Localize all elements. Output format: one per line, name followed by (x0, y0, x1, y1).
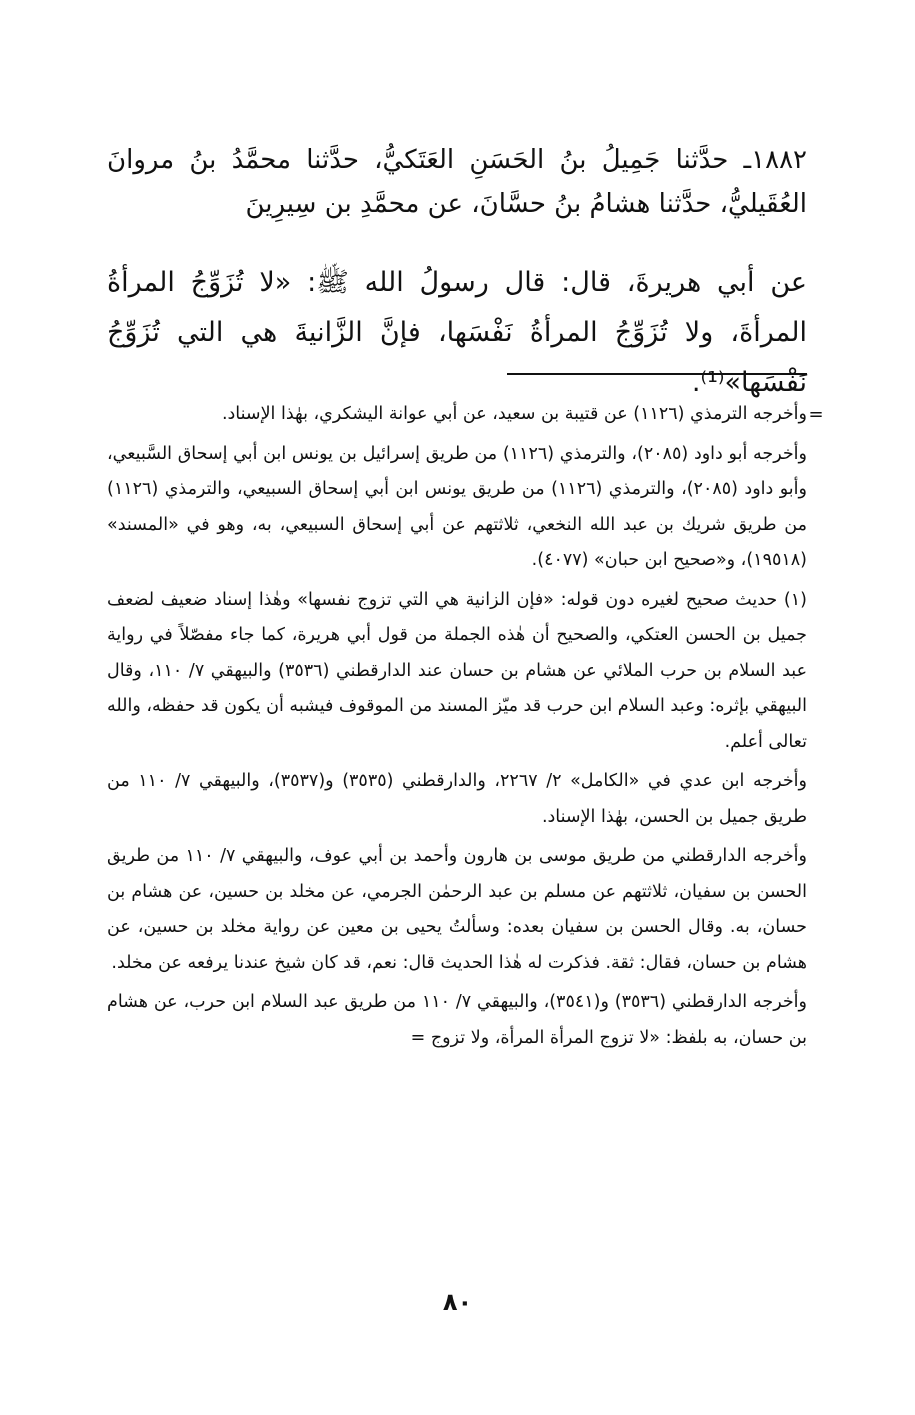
footnote-paragraph: وأخرجه ابن عدي في «الكامل» ٢/ ٢٢٦٧، والدارقطني (٣٥٣٥) و(٣٥٣٧)، والبيهقي ٧/ ١١٠ من طريق جميل بن الحسن، بهٰذا الإسناد. (107, 771, 807, 827)
footnote-paragraph: وأخرجه الدارقطني (٣٥٣٦) و(٣٥٤١)، والبيهقي ٧/ ١١٠ من طريق عبد السلام ابن حرب، عن هشام بن حسان، به بلفظ: «لا تزوج المرأة المرأة، ولا تزوج = (107, 992, 807, 1048)
footnote-continuation-marker: = (808, 404, 824, 425)
hadith-matn: عن أبي هريرةَ، قال: قال رسولُ الله ﷺ: «لا تُزَوِّجُ المرأةُ المرأةَ، ولا تُزَوِّجُ المرأةُ نَفْسَها، فإنَّ الزَّانيةَ هي التي تُزَوِّجُ نَفْسَها»⁽¹⁾. (107, 267, 807, 398)
footnote-paragraph: (١) حديث صحيح لغيره دون قوله: «فإن الزانية هي التي تزوج نفسها» وهٰذا إسناد ضعيف لضعف جميل بن الحسن العتكي، والصحيح أن هٰذه الجملة من قول أبي هريرة، كما جاء مفصّلاً في رواية عبد السلام بن حرب الملائي عن هشام بن حسان عند الدارقطني (٣٥٣٦) والبيهقي ٧/ ١١٠، وقال البيهقي بإثره: وعبد السلام ابن حرب قد ميّز المسند من الموقوف فيشبه أن يكون قد حفظه، والله تعالى أعلم. (107, 589, 808, 752)
footnote-paragraph: وأخرجه الترمذي (١١٢٦) عن قتيبة بن سعيد، عن أبي عوانة اليشكري، بهٰذا الإسناد. (221, 404, 807, 424)
footnote-separator (507, 373, 807, 375)
footnotes-section (107, 397, 807, 1060)
footnote-paragraph: وأخرجه أبو داود (٢٠٨٥)، والترمذي (١١٢٦) من طريق إسرائيل بن يونس ابن أبي إسحاق السَّبيعي، وأبو داود (٢٠٨٥)، والترمذي (١١٢٦) من طريق يونس ابن أبي إسحاق السبيعي، والترمذي (١١٢٦) من طريق شريك بن عبد الله النخعي، ثلاثتهم عن أبي إسحاق السبيعي، به، وهو في «المسند» (١٩٥١٨)، و«صحيح ابن حبان» (٤٠٧٧). (107, 443, 807, 570)
hadith-isnad: ١٨٨٢ـ حدَّثنا جَمِيلُ بنُ الحَسَنِ العَتَكيُّ، حدَّثنا محمَّدُ بنُ مروانَ العُقَيليُّ، حدَّثنا هشامُ بنُ حسَّانَ، عن محمَّدِ بن سِيرِينَ (107, 145, 807, 219)
page-number: ٨٠ (442, 1288, 473, 1316)
footnote-paragraph: وأخرجه الدارقطني من طريق موسى بن هارون وأحمد بن أبي عوف، والبيهقي ٧/ ١١٠ من طريق الحسن بن سفيان، ثلاثتهم عن مسلم بن عبد الرحمٰن الجرمي، عن مخلد بن حسين، عن هشام بن حسان، به. وقال الحسن بن سفيان بعده: وسألتُ يحيى بن معين عن رواية مخلد بن حسين، عن هشام بن حسان، فقال: ثقة. فذكرت له هٰذا الحديث قال: نعم، قد كان شيخ عندنا يرفعه عن مخلد. (107, 846, 807, 973)
